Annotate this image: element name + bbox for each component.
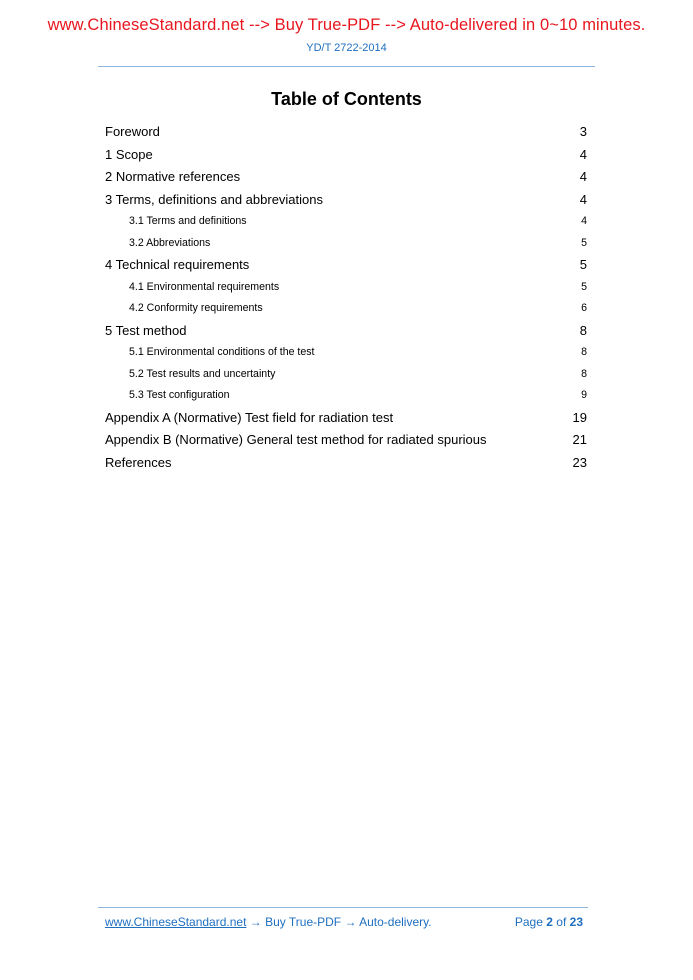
toc-entry-abbreviations[interactable] <box>105 233 587 255</box>
toc-entry-conformity-requirements[interactable] <box>105 298 587 320</box>
footer-divider <box>98 907 588 908</box>
toc-entry-page: 9 <box>581 389 587 401</box>
toc-entry-label: 4.1 Environmental requirements <box>129 280 280 293</box>
toc-entry-label: 5 Test method <box>105 322 187 338</box>
promo-banner[interactable]: www.ChineseStandard.net --> Buy True-PDF --> Auto-delivered in 0~10 minutes. <box>47 16 646 34</box>
toc-entry-label: Appendix B (Normative) General test method for radiated spurious <box>105 432 487 447</box>
toc-entry-environmental-conditions[interactable] <box>105 342 587 364</box>
toc-entry-label: Appendix A (Normative) Test field for radiation test <box>105 409 394 425</box>
toc-entry-label: 5.2 Test results and uncertainty <box>129 367 276 380</box>
document-code: YD/T 2722-2014 <box>306 42 387 54</box>
page-footer <box>105 915 583 929</box>
toc-entry-terms-definitions[interactable] <box>105 211 587 233</box>
toc-entry-page: 21 <box>572 432 587 447</box>
toc-entry-page: 23 <box>572 454 587 470</box>
toc-entry-page: 6 <box>581 302 587 314</box>
toc-title: Table of Contents <box>271 89 422 109</box>
toc-entry-page: 8 <box>579 322 587 338</box>
toc-entry-test-configuration[interactable] <box>105 385 587 407</box>
toc-entry-page: 4 <box>581 215 587 227</box>
toc-entry-label: 5.1 Environmental conditions of the test <box>129 346 315 358</box>
toc-entry-page: 8 <box>581 367 587 380</box>
toc-entry-page: 4 <box>579 146 587 162</box>
toc-entry-normative-references[interactable] <box>105 166 587 189</box>
page-number <box>515 915 583 929</box>
toc-entry-technical-requirements[interactable] <box>105 254 587 277</box>
toc-entry-page: 8 <box>581 346 587 358</box>
total-pages: 23 <box>569 915 583 929</box>
toc-entry-foreword[interactable] <box>105 121 587 144</box>
header-divider <box>98 66 595 67</box>
toc-entry-label: 4 Technical requirements <box>105 257 250 272</box>
toc-entry-page: 4 <box>579 169 587 184</box>
table-of-contents <box>105 121 587 474</box>
toc-entry-label: References <box>105 454 172 470</box>
toc-entry-environmental-requirements[interactable] <box>105 277 587 299</box>
toc-entry-test-results[interactable] <box>105 364 587 386</box>
toc-entry-terms[interactable] <box>105 189 587 212</box>
toc-entry-page: 5 <box>581 236 587 249</box>
site-link[interactable]: www.ChineseStandard.net <box>105 915 247 929</box>
page-word: Page <box>514 915 543 929</box>
toc-entry-label: 3 Terms, definitions and abbreviations <box>105 191 323 207</box>
toc-entry-label: 3.1 Terms and definitions <box>129 215 247 227</box>
toc-entry-label: Foreword <box>105 124 160 139</box>
delivery-text: → Buy True-PDF → Auto-delivery. <box>246 915 432 929</box>
toc-entry-label: 1 Scope <box>105 146 153 162</box>
toc-entry-page: 5 <box>579 257 587 272</box>
toc-entry-label: 5.3 Test configuration <box>129 389 230 401</box>
toc-entry-references[interactable] <box>105 452 587 475</box>
toc-entry-page: 3 <box>579 124 587 139</box>
toc-entry-label: 3.2 Abbreviations <box>129 236 211 249</box>
toc-entry-page: 4 <box>579 191 587 207</box>
toc-entry-label: 2 Normative references <box>105 169 241 184</box>
current-page: 2 <box>546 915 553 929</box>
toc-entry-page: 5 <box>581 280 587 293</box>
toc-entry-page: 19 <box>572 409 587 425</box>
toc-entry-appendix-a[interactable] <box>105 407 587 430</box>
toc-entry-label: 4.2 Conformity requirements <box>129 302 263 314</box>
page-of-word: of <box>556 915 567 929</box>
toc-entry-scope[interactable] <box>105 144 587 167</box>
toc-entry-test-method[interactable] <box>105 320 587 343</box>
toc-entry-appendix-b[interactable] <box>105 429 587 452</box>
